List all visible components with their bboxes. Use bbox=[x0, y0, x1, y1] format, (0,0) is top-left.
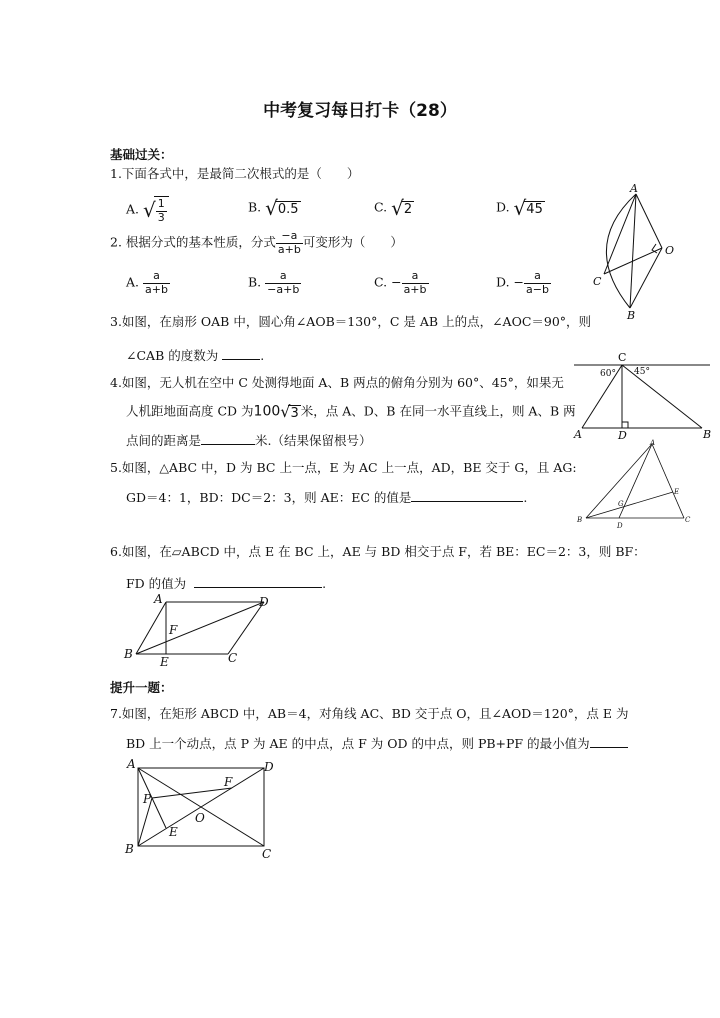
q4-line2 bbox=[126, 404, 576, 420]
q2-b-den: −a+b bbox=[267, 282, 300, 296]
q2-stem-post: 可变形为（ ） bbox=[302, 234, 403, 250]
q3-line2 bbox=[126, 347, 264, 363]
fig3-oa bbox=[636, 194, 662, 248]
fig3-label-b: B bbox=[627, 309, 636, 322]
figure-q5-triangle bbox=[576, 440, 691, 530]
q4-line1: 4.如图，无人机在空中 C 处测得地面 A、B 两点的俯角分别为 60°、45°，如果无 bbox=[110, 375, 564, 390]
fig3-ab bbox=[630, 194, 636, 308]
q1-option-d bbox=[496, 198, 545, 218]
q1-b-value: 0.5 bbox=[277, 201, 299, 217]
fig7-pf bbox=[152, 788, 232, 798]
fig6-label-a: A bbox=[154, 592, 163, 606]
fig3-ob bbox=[630, 248, 662, 308]
q2-stem-num: −a bbox=[276, 230, 303, 244]
q2-a-label: A. bbox=[126, 274, 140, 290]
fig3-label-c: C bbox=[593, 275, 602, 288]
q2-option-b bbox=[248, 270, 301, 296]
fig6-label-e: E bbox=[160, 655, 169, 669]
q2-option-c bbox=[374, 270, 429, 296]
fig4-label-b: B bbox=[703, 428, 712, 441]
q4-rad-value: 3 bbox=[290, 405, 299, 421]
q5-line2 bbox=[126, 489, 527, 505]
section-advanced: 提升一题： bbox=[110, 680, 173, 695]
q1-a-radical: √ $\frac{1}{3}$ bbox=[143, 196, 169, 224]
fig4-angle-45: 45° bbox=[634, 367, 650, 377]
q3-line2-end: . bbox=[260, 348, 265, 363]
q2-option-d bbox=[496, 270, 551, 296]
q5-line2-pre: GD＝4：1，BD：DC＝2：3，则 AE：EC 的值是 bbox=[126, 490, 412, 505]
fig4-right-angle bbox=[622, 422, 628, 428]
q6-line2-pre: FD 的值为 bbox=[126, 576, 187, 591]
q5-answer-blank[interactable] bbox=[411, 489, 523, 502]
q7-line2-text: BD 上一个动点，点 P 为 AE 的中点，点 F 为 OD 的中点，则 PB+PF 的最小值为 bbox=[126, 736, 590, 751]
q6-line2 bbox=[126, 575, 326, 591]
fig6-label-b: B bbox=[124, 647, 133, 661]
q1-option-b bbox=[248, 198, 301, 218]
q7-line1: 7.如图，在矩形 ABCD 中，AB＝4，对角线 AC、BD 交于点 O，且∠AOD＝120°，点 E 为 bbox=[110, 706, 629, 721]
q2-d-num: a bbox=[524, 270, 551, 284]
q2-stem-pre: 2. 根据分式的基本性质，分式 bbox=[110, 234, 276, 250]
q2-c-sign: − bbox=[391, 274, 402, 290]
fig4-label-c: C bbox=[618, 351, 627, 364]
fig5-be bbox=[586, 492, 673, 518]
q4-radical: √3 bbox=[280, 402, 299, 421]
fig6-label-d: D bbox=[259, 595, 269, 609]
q7-answer-blank[interactable] bbox=[590, 735, 628, 748]
fig4-angle-60: 60° bbox=[600, 369, 616, 379]
fig4-label-a: A bbox=[574, 428, 582, 441]
fig5-label-g: G bbox=[618, 500, 624, 508]
q7-line2 bbox=[126, 735, 628, 751]
fig6-label-c: C bbox=[228, 651, 238, 665]
q1-d-radical: √45 bbox=[513, 196, 543, 220]
q2-c-label: C. bbox=[374, 274, 388, 290]
q1-b-label: B. bbox=[248, 199, 262, 215]
q1-a-den: 3 bbox=[157, 210, 165, 224]
q2-c-num: a bbox=[402, 270, 429, 284]
fig5-label-a: A bbox=[650, 439, 656, 447]
q4-line2-pre: 人机距地面高度 CD 为 bbox=[126, 403, 254, 419]
q2-d-label: D. bbox=[496, 274, 510, 290]
q2-b-num: a bbox=[265, 270, 301, 284]
figure-q4-drone bbox=[572, 352, 712, 442]
q1-b-radical: √0.5 bbox=[265, 196, 299, 220]
q2-option-a bbox=[126, 270, 170, 296]
q5-line1: 5.如图，△ABC 中，D 为 BC 上一点，E 为 AC 上一点，AD，BE 交于 G，且 AG: bbox=[110, 460, 577, 475]
fig6-label-f: F bbox=[169, 623, 178, 637]
fig5-label-e: E bbox=[674, 488, 680, 496]
q4-coef: 100 bbox=[253, 403, 281, 420]
fig3-label-o: O bbox=[665, 244, 675, 257]
q6-answer-blank[interactable] bbox=[194, 575, 322, 588]
q2-stem bbox=[110, 230, 403, 256]
section-basic: 基础过关： bbox=[110, 147, 173, 162]
fig7-label-p: P bbox=[143, 792, 152, 806]
q2-b-label: B. bbox=[248, 274, 262, 290]
fig7-label-f: F bbox=[224, 775, 233, 789]
q4-line3 bbox=[126, 432, 372, 448]
q2-d-den: a−b bbox=[526, 282, 549, 296]
q3-line2-text: ∠CAB 的度数为 bbox=[126, 348, 219, 363]
fig7-label-a: A bbox=[127, 757, 136, 771]
q3-answer-blank[interactable] bbox=[222, 347, 260, 360]
fig6-bd bbox=[136, 602, 264, 654]
figure-q3-sector bbox=[590, 182, 675, 322]
q6-line1: 6.如图，在▱ABCD 中，点 E 在 BC 上，AE 与 BD 相交于点 F，若 BE：EC＝2：3，则 BF： bbox=[110, 544, 646, 559]
q4-line3-pre: 点间的距离是 bbox=[126, 433, 202, 448]
q2-d-sign: − bbox=[513, 274, 525, 290]
q1-d-value: 45 bbox=[526, 201, 543, 217]
figure-q6-parallelogram bbox=[122, 592, 272, 667]
q1-a-num: 1 bbox=[157, 197, 165, 210]
q4-line2-post: 米，点 A、D、B 在同一水平直线上，则 A、B 两 bbox=[300, 403, 576, 419]
fig7-label-d: D bbox=[264, 760, 274, 774]
q2-a-num: a bbox=[143, 270, 170, 284]
q4-answer-blank[interactable] bbox=[201, 432, 255, 445]
q1-c-radical: √2 bbox=[391, 196, 413, 220]
q1-stem: 1.下面各式中，是最简二次根式的是（ ） bbox=[110, 166, 360, 181]
fig3-label-a: A bbox=[630, 182, 638, 195]
fig5-ac bbox=[652, 444, 684, 518]
fig3-arc bbox=[606, 194, 636, 308]
q6-line2-end: . bbox=[322, 576, 327, 591]
fig4-label-d: D bbox=[618, 429, 627, 442]
q1-c-label: C. bbox=[374, 199, 388, 215]
fig5-label-c: C bbox=[685, 516, 691, 524]
fig6-ab bbox=[136, 602, 166, 654]
q1-option-a bbox=[126, 196, 169, 224]
q4-line3-post: 米.（结果保留根号） bbox=[255, 433, 372, 448]
q1-d-label: D. bbox=[496, 199, 510, 215]
fig7-label-b: B bbox=[125, 842, 134, 856]
figure-q7-rectangle bbox=[124, 758, 279, 863]
q2-a-den: a+b bbox=[145, 282, 168, 296]
fig5-label-b: B bbox=[577, 516, 583, 524]
q5-line2-end: . bbox=[523, 490, 528, 505]
page-title: 中考复习每日打卡（28） bbox=[263, 101, 457, 121]
fig5-label-d: D bbox=[617, 522, 623, 530]
q2-stem-den: a+b bbox=[277, 242, 301, 256]
q1-c-value: 2 bbox=[403, 201, 413, 217]
fig7-label-e: E bbox=[169, 825, 178, 839]
fig7-label-o: O bbox=[195, 811, 205, 825]
fig7-label-c: C bbox=[262, 847, 272, 861]
q2-c-den: a+b bbox=[403, 282, 427, 296]
q1-option-c bbox=[374, 198, 414, 218]
q1-a-label: A. bbox=[126, 201, 140, 217]
q3-line1: 3.如图，在扇形 OAB 中，圆心角∠AOB＝130°，C 是 AB 上的点，∠AOC＝90°，则 bbox=[110, 314, 592, 329]
